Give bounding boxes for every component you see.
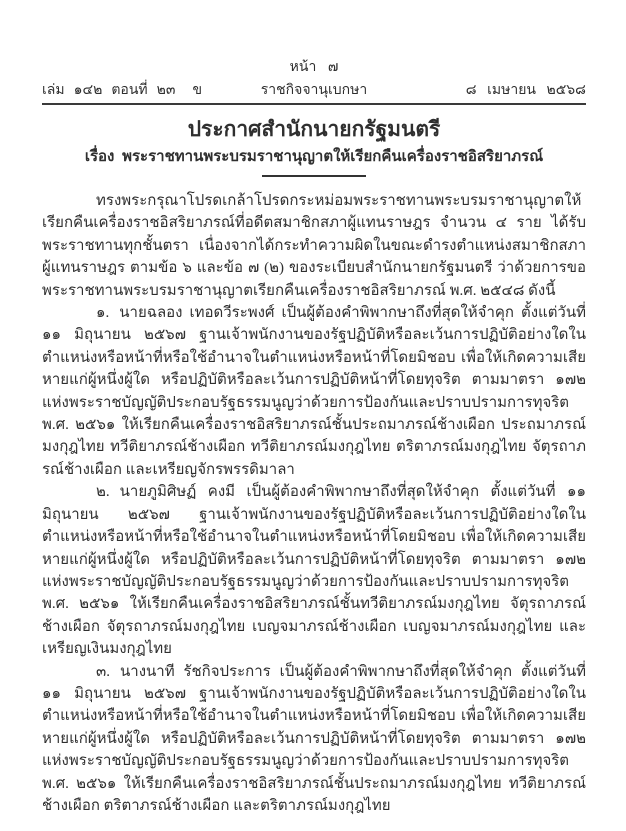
part-label: ตอนที่ xyxy=(111,83,148,98)
volume-part-info xyxy=(42,81,261,101)
intro-paragraph: ทรงพระกรุณาโปรดเกล้าโปรดกระหม่อมพระราชทานพระบรมราชานุญาตให้เรียกคืนเครื่องราชอิสริยาภรณ์ที่อดีตสมาชิกสภาผู้แทนราษฎร จำนวน ๔ ราย ได้รับพระราชทานทุกชั้นตรา เนื่องจากได้กระทำความผิดในขณะดำรงตำแหน่งสมาชิกสภาผู้แทนราษฎร ตามข้อ ๖ และข้อ ๗ (๒) ของระเบียบสำนักนายกรัฐมนตรี ว่าด้วยการขอพระราชทานพระบรมราชานุญาตเรียกคืนเครื่องราชอิสริยาภรณ์ พ.ศ. ๒๕๔๘ ดังนี้ xyxy=(42,193,586,299)
item-paragraph-1 xyxy=(42,302,586,481)
volume-number: ๑๔๒ xyxy=(73,83,103,98)
item-paragraph-2 xyxy=(42,481,586,660)
page-number-label: หน้า ๗ xyxy=(289,60,339,75)
subject-divider xyxy=(262,175,366,177)
item-1-number: ๑. xyxy=(96,305,110,322)
item-3-number: ๓. xyxy=(96,663,111,680)
gazette-name: ราชกิจจานุเบกษา xyxy=(260,83,368,98)
item-2-number: ๒. xyxy=(96,484,110,501)
item-1-text: นายฉลอง เทอดวีระพงศ์ เป็นผู้ต้องคำพิพากษาถึงที่สุดให้จำคุก ตั้งแต่วันที่ ๑๑ มิถุนายน ๒๕๖๗ ฐานเจ้าพนักงานของรัฐปฏิบัติหรือละเว้นการปฏิบัติอย่างใดในตำแหน่งหรือหน้าที่หรือใช้อำนาจในตำแหน่งหรือหน้าที่โดยมิชอบ เพื่อให้เกิดความเสียหายแก่ผู้หนึ่งผู้ใด หรือปฏิบัติหรือละเว้นการปฏิบัติหน้าที่โดยทุจริต ตามมาตรา ๑๗๒ แห่งพระราชบัญญัติประกอบรัฐธรรมนูญว่าด้วยการป้องกันและปราบปรามการทุจริต พ.ศ. ๒๕๖๑ ให้เรียกคืนเครื่องราชอิสริยาภรณ์ชั้นประถมาภรณ์ช้างเผือก ประถมาภรณ์มงกุฎไทย ทวีติยาภรณ์ช้างเผือก ทวีติยาภรณ์มงกุฎไทย ตริตาภรณ์มงกุฎไทย จัตุรถาภรณ์ช้างเผือก และเหรียญจักรพรรดิมาลา xyxy=(42,305,586,478)
announcement-title: ประกาศสำนักนายกรัฐมนตรี xyxy=(187,117,441,141)
volume-label: เล่ม xyxy=(42,83,65,98)
part-number: ๒๓ xyxy=(156,83,176,98)
section-letter: ข xyxy=(192,83,203,98)
issue-date: ๘ เมษายน ๒๕๖๘ xyxy=(465,83,586,98)
item-3-text: นางนาที รัชกิจประการ เป็นผู้ต้องคำพิพากษาถึงที่สุดให้จำคุก ตั้งแต่วันที่ ๑๑ มิถุนายน ๒๕๖๗ ฐานเจ้าพนักงานของรัฐปฏิบัติหรือละเว้นการปฏิบัติอย่างใดในตำแหน่งหรือหน้าที่หรือใช้อำนาจในตำแหน่งหรือหน้าที่โดยมิชอบ เพื่อให้เกิดความเสียหายแก่ผู้หนึ่งผู้ใด หรือปฏิบัติหรือละเว้นการปฏิบัติหน้าที่โดยทุจริต ตามมาตรา ๑๗๒ แห่งพระราชบัญญัติประกอบรัฐธรรมนูญว่าด้วยการป้องกันและปราบปรามการทุจริต พ.ศ. ๒๕๖๑ ให้เรียกคืนเครื่องราชอิสริยาภรณ์ชั้นประถมาภรณ์มงกุฎไทย ทวีติยาภรณ์ช้างเผือก ตริตาภรณ์ช้างเผือก และตริตาภรณ์มงกุฎไทย xyxy=(42,663,586,814)
masthead xyxy=(42,81,586,101)
masthead-divider xyxy=(42,103,586,105)
announcement-body xyxy=(42,190,586,817)
item-paragraph-3 xyxy=(42,661,586,818)
item-2-text: นายภูมิศิษฏ์ คงมี เป็นผู้ต้องคำพิพากษาถึงที่สุดให้จำคุก ตั้งแต่วันที่ ๑๑ มิถุนายน ๒๕๖๗ ฐานเจ้าพนักงานของรัฐปฏิบัติหรือละเว้นการปฏิบัติอย่างใดในตำแหน่งหรือหน้าที่หรือใช้อำนาจในตำแหน่งหรือหน้าที่โดยมิชอบ เพื่อให้เกิดความเสียหายแก่ผู้หนึ่งผู้ใด หรือปฏิบัติหรือละเว้นการปฏิบัติหน้าที่โดยทุจริต ตามมาตรา ๑๗๒ แห่งพระราชบัญญัติประกอบรัฐธรรมนูญว่าด้วยการป้องกันและปราบปรามการทุจริต พ.ศ. ๒๕๖๑ ให้เรียกคืนเครื่องราชอิสริยาภรณ์ชั้นทวีติยาภรณ์มงกุฎไทย จัตุรถาภรณ์ช้างเผือก จัตุรถาภรณ์มงกุฎไทย เบญจมาภรณ์ช้างเผือก เบญจมาภรณ์มงกุฎไทย และเหรียญเงินมงกุฎไทย xyxy=(42,484,586,658)
announcement-subject: เรื่อง พระราชทานพระบรมราชานุญาตให้เรียกคืนเครื่องราชอิสริยาภรณ์ xyxy=(84,149,544,165)
